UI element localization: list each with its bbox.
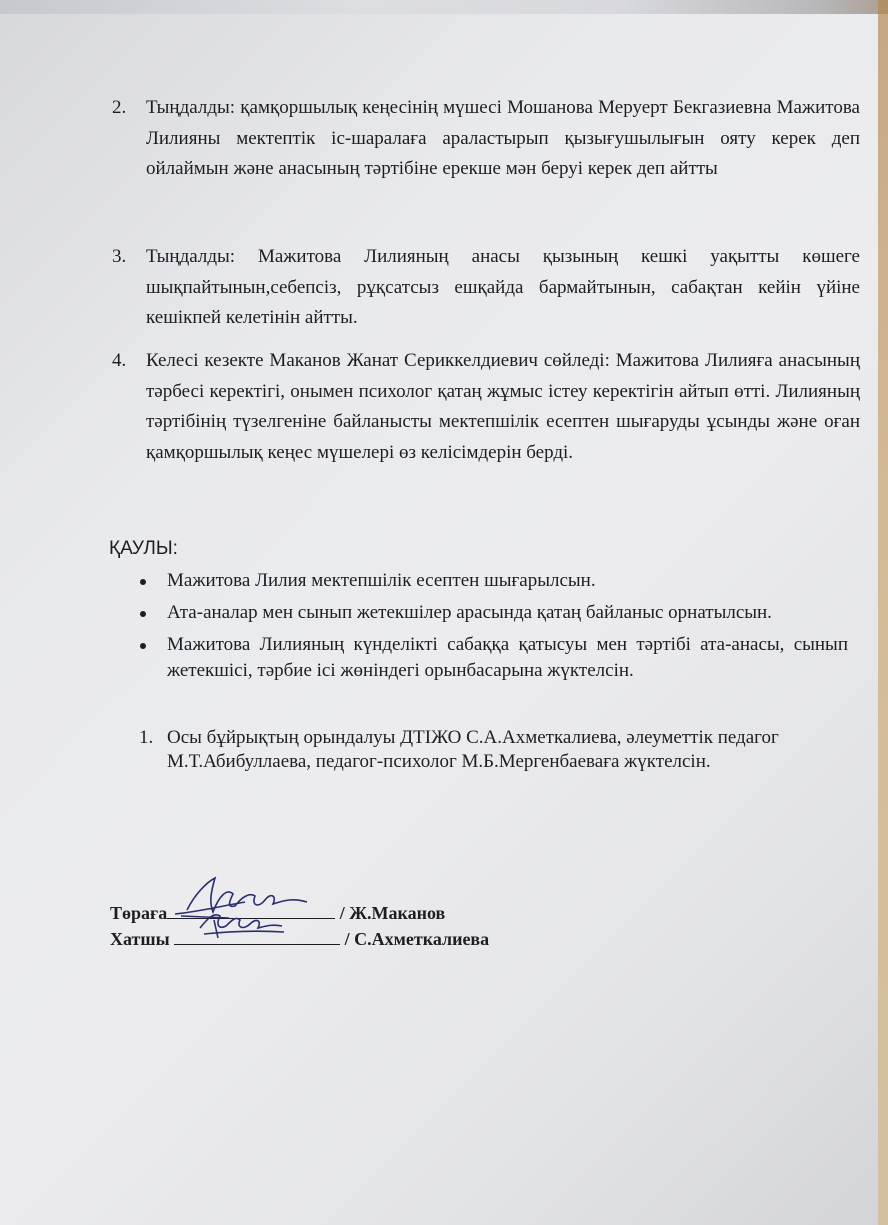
secretary-label: Хатшы	[110, 929, 170, 949]
list-item	[138, 632, 848, 684]
resolution-bullet-list	[138, 568, 848, 690]
bullet-icon	[140, 611, 146, 617]
bullet-text: Мажитова Лилия мектепшілік есептен шығарылсын.	[167, 570, 596, 591]
chair-label: Төраға	[110, 903, 168, 923]
signature-line	[174, 926, 340, 945]
photo-right-edge	[878, 0, 888, 1225]
chair-name: / Ж.Маканов	[339, 903, 446, 923]
paragraph-item-3	[112, 242, 860, 334]
order-text: Осы бұйрықтың орындалуы ДТІЖО С.А.Ахметкалиева, әлеуметтік педагог М.Т.Абибуллаева, педагог-психолог М.Б.Мергенбаеваға жүктелсін.	[167, 727, 779, 772]
item-text: Тыңдалды: қамқоршылық кеңесінің мүшесі Мошанова Меруерт Бекгазиевна Мажитова Лилияны мектептік іс-шаралаға араластырып қызығушылығын ояту керек деп ойлаймын және анасының тәртібіне ерекше мән беруі керек деп айтты	[146, 97, 860, 179]
paragraph-item-4	[112, 346, 860, 468]
list-item	[138, 568, 848, 594]
bullet-text: Ата-аналар мен сынып жетекшілер арасында қатаң байланыс орнатылсын.	[167, 602, 772, 623]
item-number: 3.	[112, 246, 127, 267]
paragraph-item-2	[112, 93, 860, 185]
item-number: 2.	[112, 97, 127, 118]
bullet-icon	[140, 643, 146, 649]
item-number: 4.	[112, 350, 127, 371]
secretary-signature-icon	[174, 898, 314, 946]
bullet-icon	[140, 579, 146, 585]
order-item	[139, 726, 819, 774]
bullet-text: Мажитова Лилияның күнделікті сабаққа қатысуы мен тәртібі ата-анасы, сынып жетекшісі, тәрбие ісі жөніндегі орынбасарына жүктелсін.	[167, 634, 848, 681]
item-text: Келесі кезекте Маканов Жанат Сериккелдиевич сөйледі: Мажитова Лилияға анасының тәрбесі керектігі, онымен психолог қатаң жұмыс істеу керектігін айтып өтті. Лилияның тәртібінің түзелгеніне байланысты мектепшілік есептен шығаруды ұсынды және оған қамқоршылық кеңес мүшелері өз келісімдерін берді.	[146, 350, 860, 463]
list-item	[138, 600, 848, 626]
photo-top-edge	[0, 0, 888, 14]
resolution-heading: ҚАУЛЫ:	[109, 538, 178, 559]
order-number: 1.	[139, 727, 154, 748]
secretary-name: / С.Ахметкалиева	[344, 929, 490, 949]
item-text: Тыңдалды: Мажитова Лилияның анасы қызының кешкі уақытты көшеге шықпайтынын,себепсіз, рұқсатсыз ешқайда бармайтынын, сабақтан кейін үйіне кешікпей келетінін айтты.	[146, 246, 860, 328]
secretary-signature-row	[110, 926, 489, 950]
